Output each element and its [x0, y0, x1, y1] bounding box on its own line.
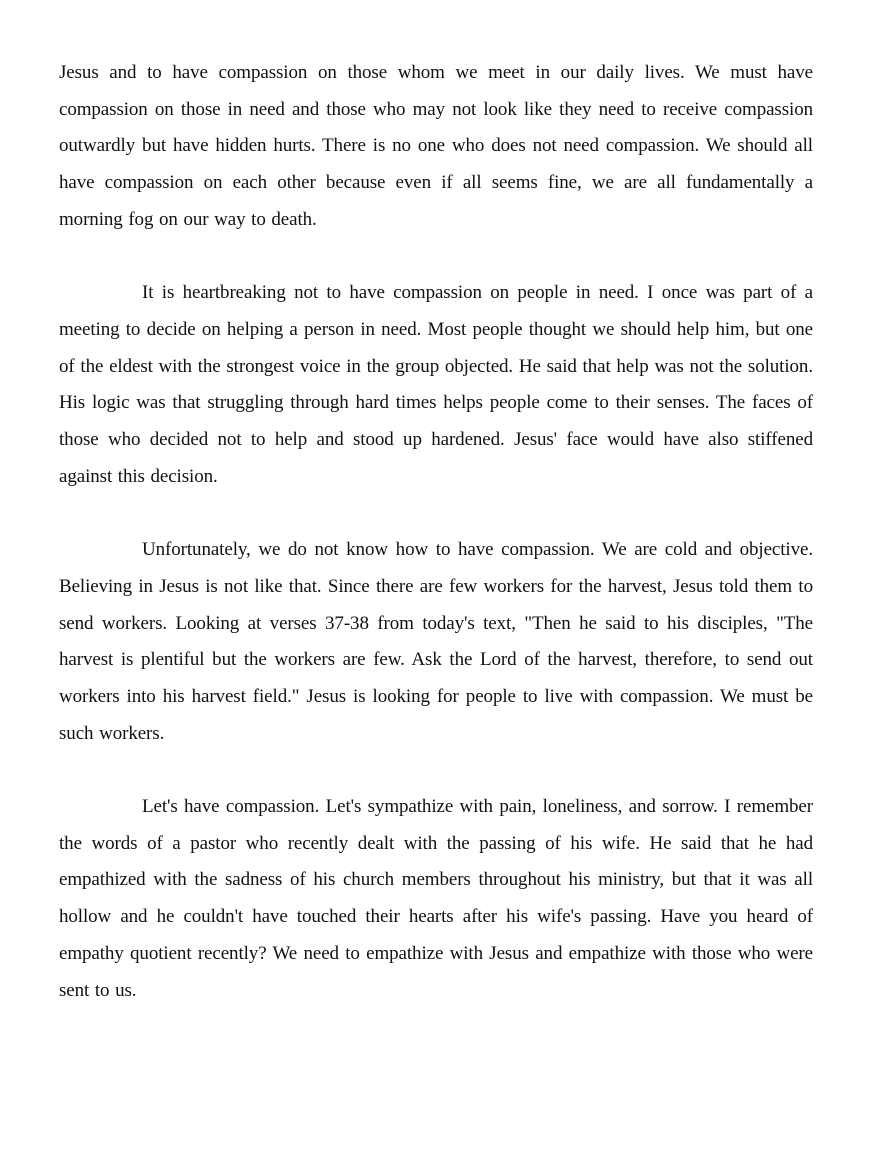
paragraph-heartbreaking: It is heartbreaking not to have compassion on people in need. I once was part of a meeting to decide on helping a person in need. Most people thought we should help him, but one of the eldest with the strongest voice in the group objected. He said that help was not the solution. His logic was that struggling through hard times helps people come to their senses. The faces of those who decided not to help and stood up hardened. Jesus' face would have also stiffened against this decision.	[59, 282, 813, 487]
paragraph-workers: Unfortunately, we do not know how to have compassion. We are cold and objective. Believing in Jesus is not like that. Since there are few workers for the harvest, Jesus told them to send workers. Looking at verses 37-38 from today's text, "Then he said to his disciples, "The harvest is plentiful but the workers are few. Ask the Lord of the harvest, therefore, to send out workers into his harvest field." Jesus is looking for people to live with compassion. We must be such workers.	[59, 539, 813, 744]
paragraph-empathy: Let's have compassion. Let's sympathize with pain, loneliness, and sorrow. I remember the words of a pastor who recently dealt with the passing of his wife. He said that he had empathized with the sadness of his church members throughout his ministry, but that it was all hollow and he couldn't have touched their hearts after his wife's passing. Have you heard of empathy quotient recently? We need to empathize with Jesus and empathize with those who were sent to us.	[59, 796, 813, 1001]
document-page	[59, 55, 813, 1009]
paragraph-continuation: Jesus and to have compassion on those whom we meet in our daily lives. We must have compassion on those in need and those who may not look like they need to receive compassion outwardly but have hidden hurts. There is no one who does not need compassion. We should all have compassion on each other because even if all seems fine, we are all fundamentally a morning fog on our way to death.	[59, 62, 813, 230]
